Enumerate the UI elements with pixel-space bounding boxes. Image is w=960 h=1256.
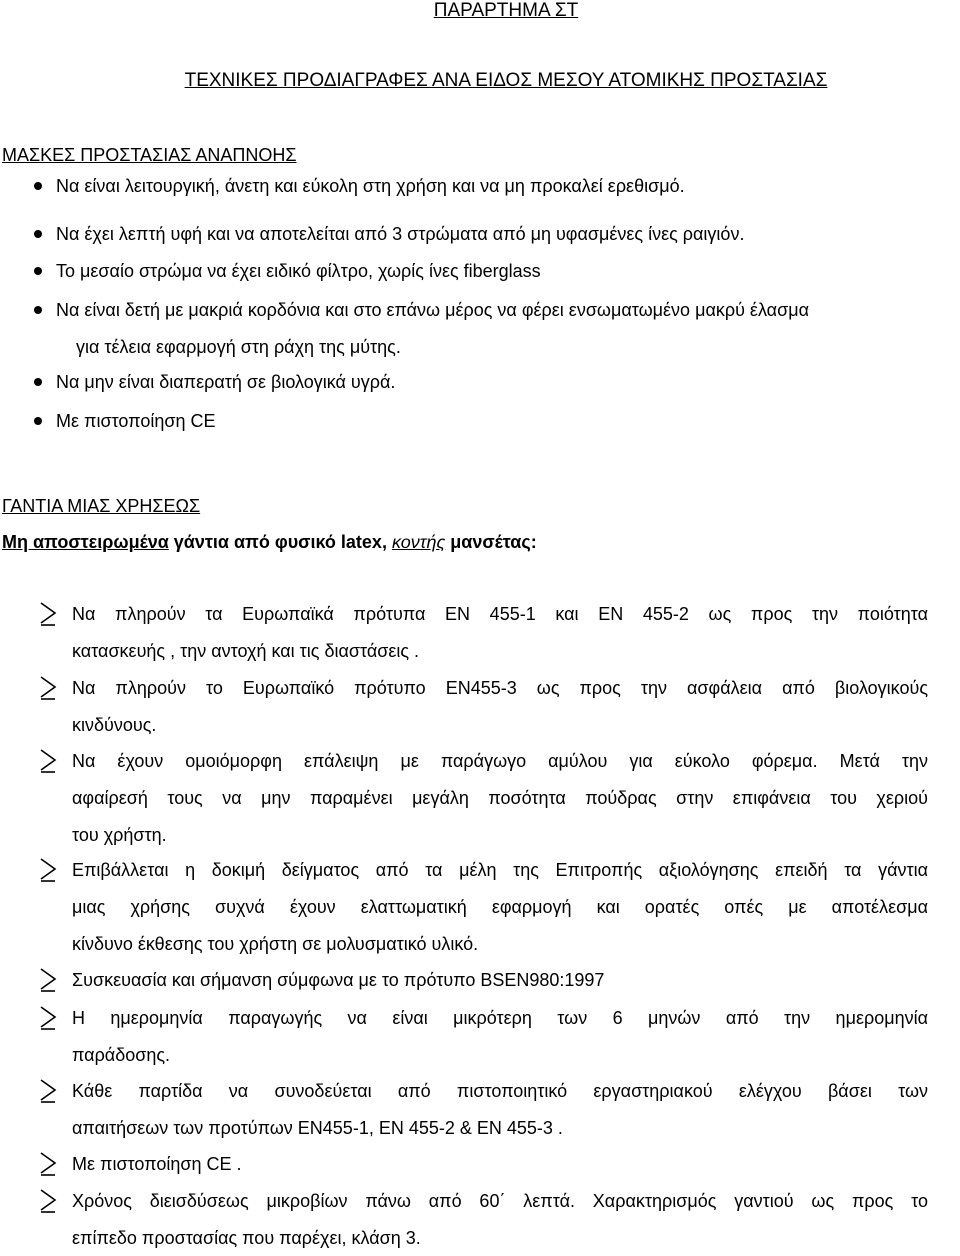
check-mark-icon bbox=[38, 746, 58, 776]
list-item-text: Να πληρούν τα Ευρωπαϊκά πρότυπα ΕΝ 455-1 και ΕΝ 455-2 ως προς την ποιότητα bbox=[72, 604, 928, 624]
list-item-text: Να μην είναι διαπερατή σε βιολογικά υγρά. bbox=[56, 372, 396, 392]
list-item-text: Να έχουν ομοιόμορφη επάλειψη με παράγωγο αμύλου για εύκολο φόρεμα. Μετά την bbox=[72, 751, 928, 771]
list-item-text: Με πιστοποίηση CE bbox=[56, 411, 216, 431]
gloves-subtitle-part: Μη αποστειρωμένα bbox=[2, 532, 169, 552]
gloves-subtitle-part: κοντής bbox=[391, 532, 446, 552]
bullet-icon bbox=[34, 306, 42, 314]
list-item-text: Η ημερομηνία παραγωγής να είναι μικρότερη των 6 μηνών από την ημερομηνία bbox=[72, 1008, 928, 1028]
check-mark-icon bbox=[38, 1149, 58, 1179]
gloves-subtitle-part: μανσέτας: bbox=[445, 532, 537, 552]
list-item-text: αφαίρεσή τους να μην παραμένει μεγάλη ποσότητα πούδρας στην επιφάνεια του χεριού bbox=[72, 788, 928, 808]
list-item-text: Το μεσαίο στρώμα να έχει ειδικό φίλτρο, χωρίς ίνες fiberglass bbox=[56, 261, 541, 281]
list-item-text: Κάθε παρτίδα να συνοδεύεται από πιστοποιητικό εργαστηριακού ελέγχου βάσει των bbox=[72, 1081, 928, 1101]
list-item-text: παράδοσης. bbox=[72, 1045, 171, 1065]
bullet-icon bbox=[34, 378, 42, 386]
list-item-text: Να είναι λειτουργική, άνετη και εύκολη στη χρήση και να μη προκαλεί ερεθισμό. bbox=[56, 176, 685, 196]
list-item-text: του χρήστη. bbox=[72, 825, 167, 845]
gloves-heading: ΓΑΝΤΙΑ ΜΙΑΣ ΧΡΗΣΕΩΣ bbox=[2, 496, 201, 516]
list-item-text: Με πιστοποίηση CE . bbox=[72, 1154, 242, 1174]
check-mark-icon bbox=[38, 1076, 58, 1106]
bullet-icon bbox=[34, 267, 42, 275]
check-mark-icon bbox=[38, 965, 58, 995]
appendix-title: ΠΑΡΑΡΤΗΜΑ ΣΤ bbox=[433, 0, 579, 21]
check-mark-icon bbox=[38, 673, 58, 703]
bullet-icon bbox=[34, 182, 42, 190]
list-item-text: επίπεδο προστασίας που παρέχει, κλάση 3. bbox=[72, 1228, 421, 1248]
list-item-text: Να πληρούν το Ευρωπαϊκό πρότυπο ΕΝ455-3 ως προς την ασφάλεια από βιολογικούς bbox=[72, 678, 928, 698]
list-item-text: κινδύνους. bbox=[72, 715, 157, 735]
check-mark-icon bbox=[38, 599, 58, 629]
gloves-subtitle bbox=[2, 532, 537, 553]
check-mark-icon bbox=[38, 1003, 58, 1033]
list-item-text: κατασκευής , την αντοχή και τις διαστάσεις . bbox=[72, 641, 420, 661]
list-item-text: Να έχει λεπτή υφή και να αποτελείται από 3 στρώματα από μη υφασμένες ίνες ραιγιόν. bbox=[56, 224, 745, 244]
bullet-icon bbox=[34, 417, 42, 425]
masks-heading: ΜΑΣΚΕΣ ΠΡΟΣΤΑΣΙΑΣ ΑΝΑΠΝΟΗΣ bbox=[2, 145, 297, 165]
list-item-text: Συσκευασία και σήμανση σύμφωνα με το πρότυπο BSEN980:1997 bbox=[72, 970, 605, 990]
gloves-subtitle-part: γάντια από φυσικό latex, bbox=[168, 532, 392, 552]
bullet-icon bbox=[34, 230, 42, 238]
list-item-text: Επιβάλλεται η δοκιμή δείγματος από τα μέλη της Επιτροπής αξιολόγησης επειδή τα γάντια bbox=[72, 860, 928, 880]
list-item-text: Χρόνος διεισδύσεως μικροβίων πάνω από 60΄ λεπτά. Χαρακτηρισμός γαντιού ως προς το bbox=[72, 1191, 928, 1211]
list-item-text: Να είναι δετή με μακριά κορδόνια και στο επάνω μέρος να φέρει ενσωματωμένο μακρύ έλασμα bbox=[56, 300, 809, 320]
check-mark-icon bbox=[38, 855, 58, 885]
list-item-text: μιας χρήσης συχνά έχουν ελαττωματική εφαρμογή και ορατές οπές με αποτέλεσμα bbox=[72, 897, 928, 917]
main-title: ΤΕΧΝΙΚΕΣ ΠΡΟΔΙΑΓΡΑΦΕΣ ΑΝΑ ΕΙΔΟΣ ΜΕΣΟΥ ΑΤΟΜΙΚΗΣ ΠΡΟΣΤΑΣΙΑΣ bbox=[184, 70, 828, 91]
check-mark-icon bbox=[38, 1186, 58, 1216]
list-item-text: κίνδυνο έκθεσης του χρήστη σε μολυσματικό υλικό. bbox=[72, 934, 479, 954]
list-item-text: για τέλεια εφαρμογή στη ράχη της μύτης. bbox=[76, 337, 401, 357]
list-item-text: απαιτήσεων των προτύπων ΕΝ455-1, ΕΝ 455-2 & ΕΝ 455-3 . bbox=[72, 1118, 563, 1138]
